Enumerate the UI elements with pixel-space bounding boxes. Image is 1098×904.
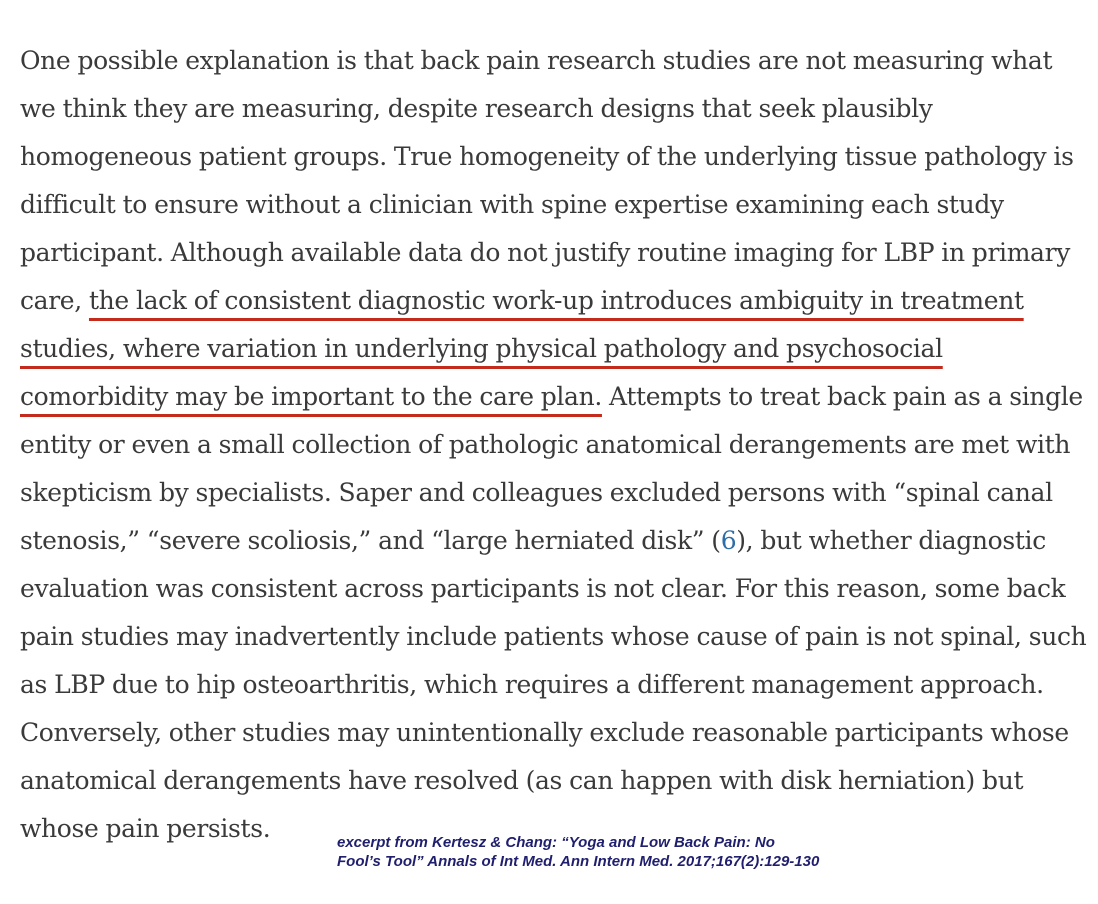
paragraph-text-part2: Attempts to treat back pain as a single entity or even a small collection of pathologic anatomical derangements are met with skepticism by specialists. Saper and colleagues excluded persons with “spinal canal stenosis,” “severe scoliosis,” and “large herniated disk” ( <box>20 382 1083 555</box>
source-caption <box>337 833 977 871</box>
caption-line-2: Fool’s Tool” Annals of Int Med. Ann Intern Med. 2017;167(2):129-130 <box>337 853 820 870</box>
highlighted-passage: the lack of consistent diagnostic work-up introduces ambiguity in treatment studies, where variation in underlying physical pathology and psychosocial comorbidity may be important to the care plan. <box>20 286 1024 411</box>
paragraph-text-part3: ), but whether diagnostic evaluation was consistent across participants is not clear. For this reason, some back pain studies may inadvertently include patients whose cause of pain is not spinal, such as LBP due to hip osteoarthritis, which requires a different management approach. Conversely, other studies may unintentionally exclude reasonable participants whose anatomical derangements have resolved (as can happen with disk herniation) but whose pain persists. <box>20 526 1087 843</box>
paragraph-text-part1: One possible explanation is that back pain research studies are not measuring what we think they are measuring, despite research designs that seek plausibly homogeneous patient groups. True homogeneity of the underlying tissue pathology is difficult to ensure without a clinician with spine expertise examining each study participant. Although available data do not justify routine imaging for LBP in primary care, <box>20 46 1074 315</box>
caption-line-1: excerpt from Kertesz & Chang: “Yoga and Low Back Pain: No <box>337 834 775 851</box>
citation-link[interactable]: 6 <box>720 526 737 555</box>
article-paragraph <box>20 37 1092 853</box>
